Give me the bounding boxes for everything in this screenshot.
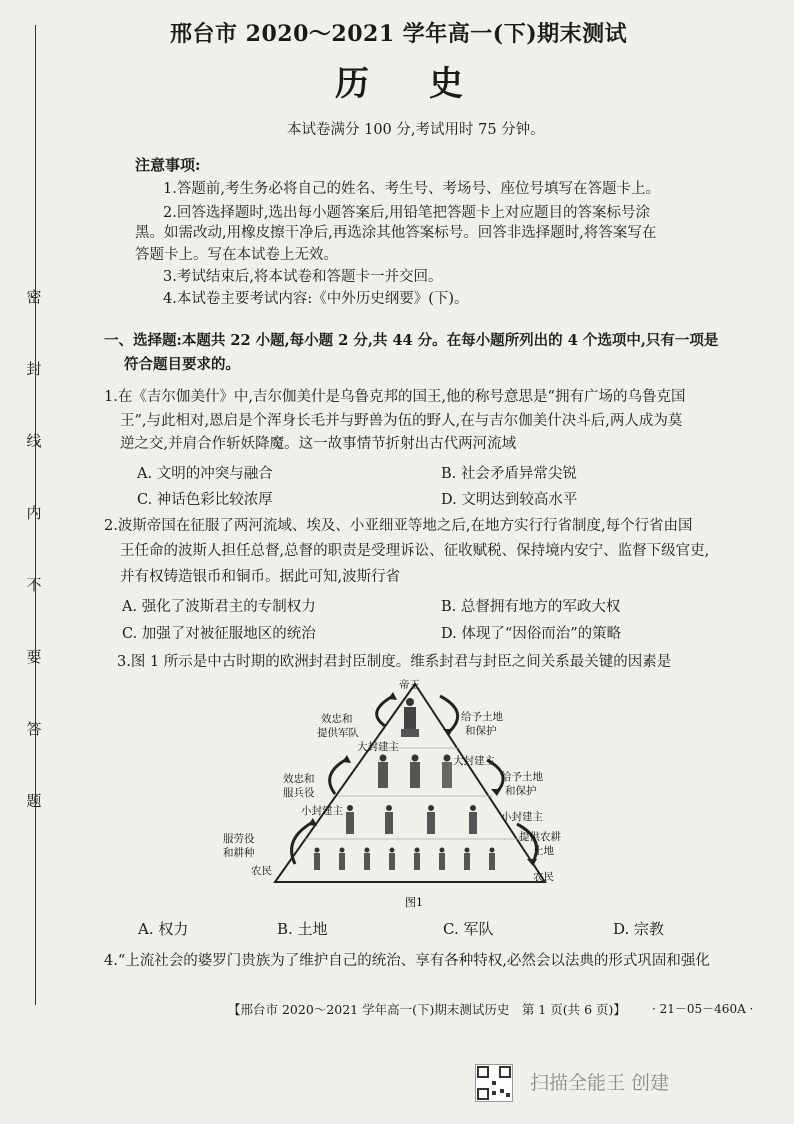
figure-caption: 图1 xyxy=(405,896,423,909)
paper-code: · 21－05－460A · xyxy=(652,1002,754,1016)
label-left-mid-1: 效忠和 xyxy=(283,773,315,785)
label-small-lord-left: 小封建主 xyxy=(301,805,343,817)
seal-char: 线 xyxy=(26,432,42,450)
option-d[interactable]: D. 体现了“因俗而治”的策略 xyxy=(441,626,622,642)
note-line: 答题卡上。写在本试卷上无效。 xyxy=(135,247,338,263)
label-emperor: 帝王 xyxy=(399,679,420,691)
option-b[interactable]: B. 总督拥有地方的军政大权 xyxy=(441,599,621,615)
note-line: 3.考试结束后,将本试卷和答题卡一并交回。 xyxy=(163,269,443,285)
option-d[interactable]: D. 文明达到较高水平 xyxy=(441,492,578,508)
option-a[interactable]: A. 文明的冲突与融合 xyxy=(137,466,273,482)
label-right-bot-1: 提供农耕 xyxy=(519,831,561,843)
label-left-mid-2: 服兵役 xyxy=(283,787,315,799)
seal-char: 答 xyxy=(26,720,42,738)
section-heading-cont: 符合题目要求的。 xyxy=(124,356,240,373)
note-line: 黑。如需改动,用橡皮擦干净后,再选涂其他答案标号。回答非选择题时,将答案写在 xyxy=(135,225,657,241)
question-text: 3.图 1 所示是中古时期的欧洲封君封臣制度。维系封君与封臣之间关系最关键的因素是 xyxy=(117,654,672,670)
feudal-pyramid-figure xyxy=(223,674,565,912)
label-right-mid-1: 给予土地 xyxy=(501,771,543,783)
seal-char: 不 xyxy=(26,576,42,594)
arrow-up-icon xyxy=(377,696,393,726)
question-text: 王”,与此相对,恩启是个浑身长毛并与野兽为伍的野人,在与吉尔伽美什决斗后,两人成为莫 xyxy=(120,413,683,429)
option-c[interactable]: C. 军队 xyxy=(443,920,494,938)
emperor-figure-icon xyxy=(401,698,419,737)
page-footer: 【邢台市 2020～2021 学年高一(下)期末测试历史 第 1 页(共 6 页)】 xyxy=(228,1002,626,1017)
option-b[interactable]: B. 社会矛盾异常尖锐 xyxy=(441,466,577,482)
label-left-top-1: 效忠和 xyxy=(321,713,353,725)
question-text: 1.在《吉尔伽美什》中,吉尔伽美什是乌鲁克邦的国王,他的称号意思是“拥有广场的乌鲁克国 xyxy=(104,389,686,405)
label-right-mid-2: 和保护 xyxy=(505,785,537,797)
seal-char: 内 xyxy=(26,504,42,522)
seal-char: 密 xyxy=(26,288,42,306)
seal-char: 要 xyxy=(26,648,42,666)
label-small-lord-right: 小封建主 xyxy=(501,811,543,823)
label-big-lord-right: 大封建主 xyxy=(453,755,495,767)
exam-meta: 本试卷满分 100 分,考试用时 75 分钟。 xyxy=(287,122,545,138)
option-d[interactable]: D. 宗教 xyxy=(613,920,665,938)
seal-char: 题 xyxy=(26,792,42,810)
peasant-figures-icon xyxy=(314,848,495,871)
note-line: 2.回答选择题时,选出每小题答案后,用铅笔把答题卡上对应题目的答案标号涂 xyxy=(163,205,651,221)
exam-title: 邢台市 2020～2021 学年高一(下)期末测试 xyxy=(170,21,628,47)
question-text: 逆之交,并肩合作斩妖降魔。这一故事情节折射出古代两河流域 xyxy=(120,436,517,452)
section-heading: 一、选择题:本题共 22 小题,每小题 2 分,共 44 分。在每小题所列出的 4 个选项中,只有一项是 xyxy=(104,332,719,349)
label-peasant-left: 农民 xyxy=(251,865,272,877)
qr-code-icon xyxy=(475,1064,513,1102)
option-a[interactable]: A. 权力 xyxy=(138,920,189,938)
label-big-lord-left: 大封建主 xyxy=(357,741,399,753)
question-text: 2.波斯帝国在征服了两河流域、埃及、小亚细亚等地之后,在地方实行行省制度,每个行省由国 xyxy=(104,518,693,534)
option-a[interactable]: A. 强化了波斯君主的专制权力 xyxy=(122,599,316,615)
seal-char: 封 xyxy=(26,360,42,378)
label-left-top-2: 提供军队 xyxy=(317,727,359,739)
label-left-bot-2: 和耕种 xyxy=(223,847,255,859)
arrow-up-icon xyxy=(330,759,347,794)
option-c[interactable]: C. 神话色彩比较浓厚 xyxy=(137,492,273,508)
label-left-bot-1: 服劳役 xyxy=(223,833,255,845)
label-right-top-2: 和保护 xyxy=(465,725,497,737)
label-right-top-1: 给予土地 xyxy=(461,711,503,723)
subject-title: 历史 xyxy=(335,64,523,104)
small-lord-figures-icon xyxy=(346,805,477,834)
seal-text xyxy=(14,290,54,866)
note-line: 1.答题前,考生务必将自己的姓名、考生号、考场号、座位号填写在答题卡上。 xyxy=(163,181,660,197)
question-text: 并有权铸造银币和铜币。据此可知,波斯行省 xyxy=(120,569,401,585)
option-c[interactable]: C. 加强了对被征服地区的统治 xyxy=(122,626,316,642)
scanner-watermark: 扫描全能王 创建 xyxy=(530,1072,670,1094)
question-text: 4.“上流社会的婆罗门贵族为了维护自己的统治、享有各种特权,必然会以法典的形式巩固和强化 xyxy=(104,953,710,969)
label-right-bot-2: 土地 xyxy=(533,845,554,857)
label-peasant-right: 农民 xyxy=(533,871,554,883)
big-lord-figures-icon xyxy=(378,755,452,789)
notes-heading: 注意事项: xyxy=(135,156,201,174)
note-line: 4.本试卷主要考试内容:《中外历史纲要》(下)。 xyxy=(163,291,469,307)
question-text: 王任命的波斯人担任总督,总督的职责是受理诉讼、征收赋税、保持境内安宁、监督下级官吏, xyxy=(120,543,710,559)
option-b[interactable]: B. 土地 xyxy=(277,920,328,938)
